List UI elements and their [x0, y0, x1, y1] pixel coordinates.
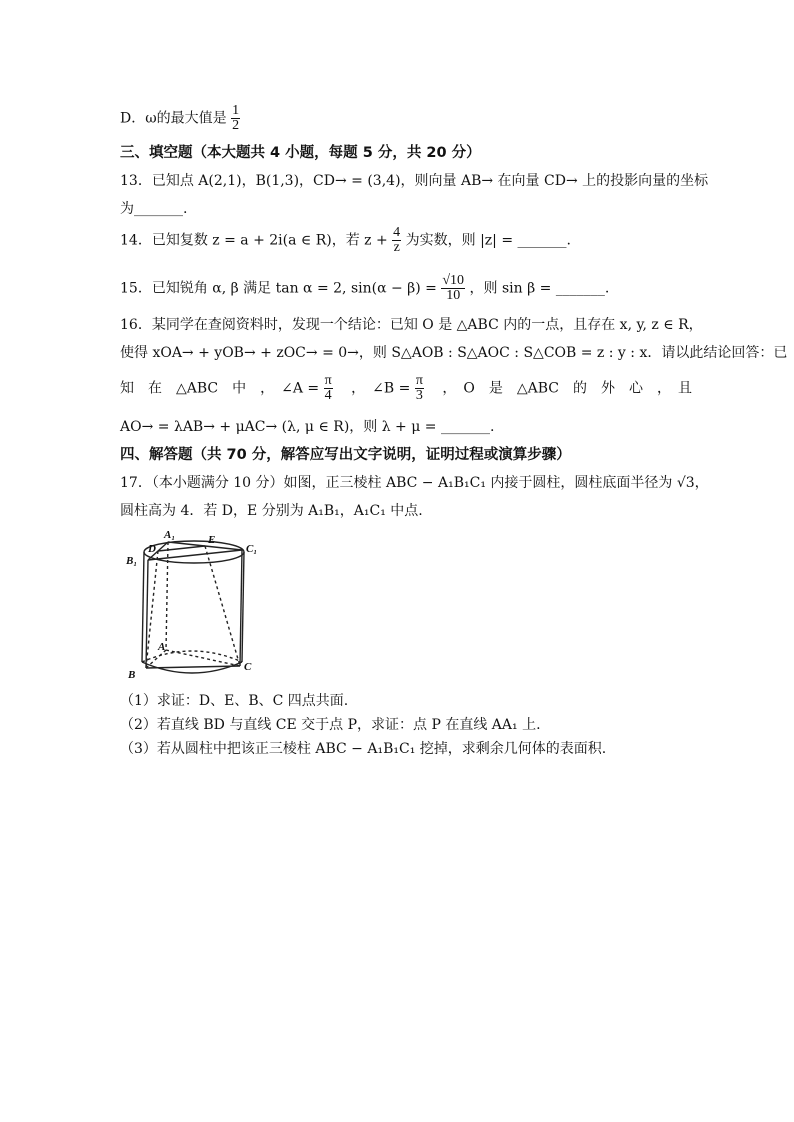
label-b1: B₁	[126, 555, 138, 567]
label-a1: A₁	[164, 529, 176, 541]
section-4-heading: 四、解答题（共 70 分，解答应写出文字说明，证明过程或演算步骤）	[120, 447, 571, 463]
label-c: C	[244, 661, 252, 673]
label-e: E	[208, 534, 216, 546]
fraction-one-half: $\frac{1}{2}$	[232, 103, 240, 133]
q13-line2: 为_______.	[120, 201, 188, 217]
option-d: D．ω的最大值是 $\frac{1}{2}$	[120, 103, 240, 133]
fraction-pi-over-3: $\frac{\pi}{3}$	[415, 373, 423, 403]
q16-line2: 使得 xOA→ + yOB→ + zOC→ = 0→，则 S△AOB : S△AOC : S△COB = z : y : x．请以此结论回答：已	[120, 345, 788, 361]
label-d: D	[148, 543, 156, 555]
fraction-4-over-z: $\frac{4}{z}$	[393, 225, 401, 255]
label-a: A	[158, 641, 166, 653]
cylinder-prism-diagram	[122, 528, 262, 688]
q16-line3: 知 在 △ABC 中 ， ∠A = $\frac{\pi}{4}$ ， ∠B = $\frac{\pi}{3}$ ， O 是 △ABC 的 外 心 ， 且	[120, 373, 692, 403]
q16-line1: 16．某同学在查阅资料时，发现一个结论：已知 O 是 △ABC 内的一点，且存在 x, y, z ∈ R，	[120, 317, 703, 333]
q17-line2: 圆柱高为 4．若 D，E 分别为 A₁B₁，A₁C₁ 中点.	[120, 503, 423, 519]
fraction-pi-over-4: $\frac{\pi}{4}$	[324, 373, 332, 403]
label-b: B	[128, 669, 136, 681]
q15: 15．已知锐角 α, β 满足 tan α = 2, sin(α − β) = $\frac{√10}{10}$ ，则 sin β = _______.	[120, 273, 610, 303]
q14: 14．已知复数 z = a + 2i(a ∈ R)，若 z + $\frac{4}{z}$ 为实数，则 |z| = _______.	[120, 225, 571, 255]
fraction-sqrt10-over-10: $\frac{√10}{10}$	[442, 273, 465, 303]
q17-sub1: （1）求证：D、E、B、C 四点共面.	[120, 693, 349, 709]
q16-line4: AO→ = λAB→ + μAC→ (λ, μ ∈ R)，则 λ + μ = _______.	[120, 419, 495, 435]
section-3-heading: 三、填空题（本大题共 4 小题，每题 5 分，共 20 分）	[120, 145, 481, 161]
q17-line1: 17．（本小题满分 10 分）如图，正三棱柱 ABC − A₁B₁C₁ 内接于圆柱，圆柱底面半径为 √3，	[120, 475, 709, 491]
q13-line1: 13．已知点 A(2,1)，B(1,3)，CD→ = (3,4)，则向量 AB→ 在向量 CD→ 上的投影向量的坐标	[120, 173, 709, 189]
q17-sub2: （2）若直线 BD 与直线 CE 交于点 P，求证：点 P 在直线 AA₁ 上.	[120, 717, 541, 733]
cylinder-prism-figure	[122, 528, 262, 688]
label-c1: C₁	[246, 543, 258, 555]
q17-sub3: （3）若从圆柱中把该正三棱柱 ABC − A₁B₁C₁ 挖掉，求剩余几何体的表面积.	[120, 741, 607, 757]
